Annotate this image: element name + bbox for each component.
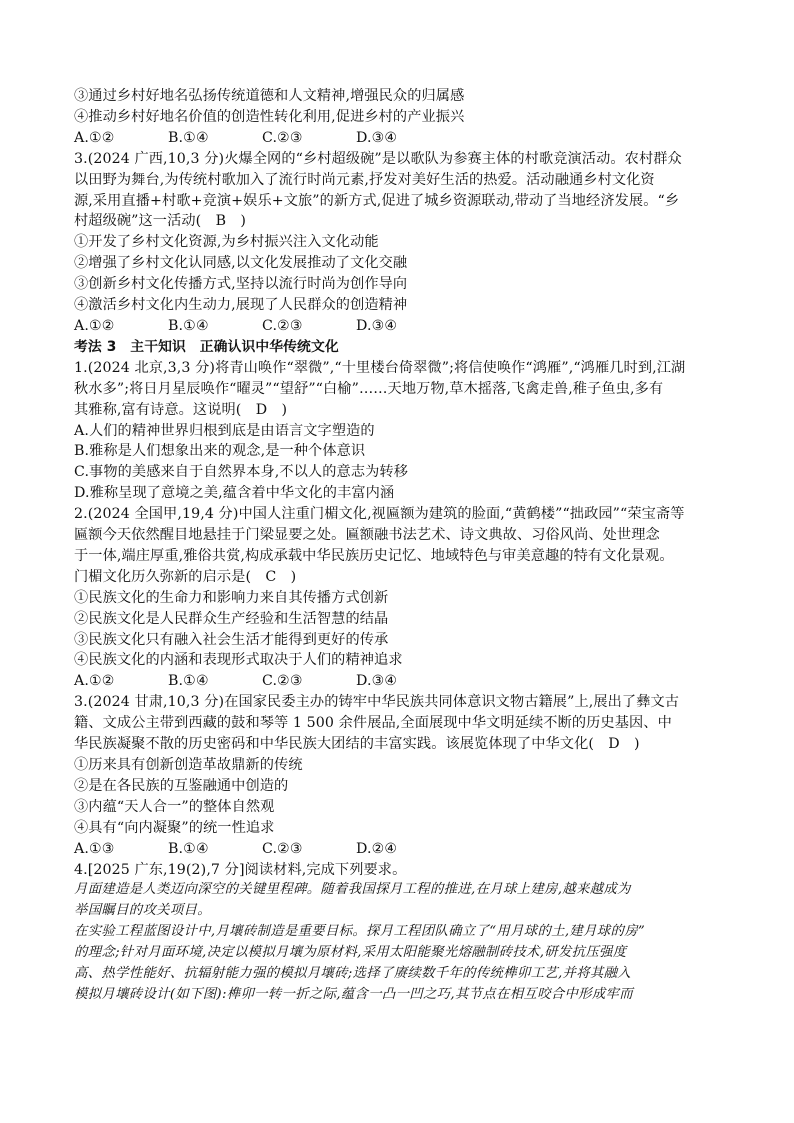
statement-item: ②是在各民族的互鉴融通中创造的 — [74, 777, 289, 794]
statement-item: ②民族文化是人民群众生产经验和生活智慧的结晶 — [74, 610, 389, 627]
answer-options — [74, 128, 724, 149]
option-c: C.②③ — [262, 129, 303, 146]
choice-item: D.雅称呈现了意境之美,蕴含着中华文化的丰富内涵 — [74, 485, 395, 502]
statement-item: ④具有“向内凝聚”的统一性追求 — [74, 819, 275, 836]
option-b: B.①④ — [168, 673, 209, 690]
option-d: D.③④ — [356, 673, 398, 690]
option-b: B.①④ — [168, 840, 209, 857]
question-guangdong-title: 4.[2025 广东,19(2),7 分]阅读材料,完成下列要求。 — [74, 861, 407, 878]
option-a: A.①③ — [74, 840, 115, 857]
statement-item: ①民族文化的生命力和影响力来自其传播方式创新 — [74, 589, 389, 606]
statement-item: ①开发了乡村文化资源,为乡村振兴注入文化动能 — [74, 234, 379, 251]
question-line: 门楣文化历久弥新的启示是( C ) — [74, 568, 297, 585]
material-line: 在实验工程蓝图设计中,月壤砖制造是重要目标。探月工程团队确立了“用月球的土,建月球的房” — [74, 924, 646, 940]
line-top-3: ③通过乡村好地名弘扬传统道德和人文精神,增强民众的归属感 — [74, 88, 465, 104]
question-gansu — [74, 692, 724, 838]
question-line: 2.(2024 全国甲,19,4 分)中国人注重门楣文化,视匾额为建筑的脸面,“黄鹤楼”“拙政园”“荣宝斋等 — [74, 506, 685, 523]
option-a: A.①② — [74, 317, 115, 334]
statement-item: ③民族文化只有融入社会生活才能得到更好的传承 — [74, 631, 389, 648]
option-a: A.①② — [74, 129, 115, 146]
choice-item: A.人们的精神世界归根到底是由语言文字塑造的 — [74, 422, 375, 439]
question-line: 以田野为舞台,为传统村歌加入了流行时尚元素,抒发对美好生活的热爱。活动融通乡村文化资 — [74, 171, 655, 188]
option-d: D.③④ — [356, 129, 398, 146]
statement-item: ④民族文化的内涵和表现形式取决于人们的精神追求 — [74, 652, 403, 669]
choice-item: B.雅称是人们想象出来的观念,是一种个体意识 — [74, 443, 366, 460]
question-line: 匾额今天依然醒目地悬挂于门梁显要之处。匾额融书法艺术、诗文典故、习俗风尚、处世理念 — [74, 527, 660, 544]
option-c: C.②③ — [262, 840, 303, 857]
question-line: 华民族凝聚不散的历史密码和中华民族大团结的丰富实践。该展览体现了中华文化( D ) — [74, 736, 640, 753]
answer-options — [74, 839, 724, 860]
question-line: 3.(2024 甘肃,10,3 分)在国家民委主办的铸牢中华民族共同体意识文物古籍展”上,展出了彝文古 — [74, 694, 680, 711]
question-line: 源,采用直播+村歌+竞演+娱乐+文旅”的新方式,促进了城乡资源联动,带动了当地经济发展。“乡 — [74, 192, 680, 209]
option-d: D.②④ — [356, 840, 398, 857]
statement-item: ③内蕴“天人合一”的整体自然观 — [74, 798, 275, 815]
option-c: C.②③ — [262, 317, 303, 334]
question-beijing — [74, 358, 724, 504]
reading-material — [74, 880, 724, 1005]
statement-item: ③创新乡村文化传播方式,坚持以流行时尚为创作导向 — [74, 276, 408, 293]
material-line: 的理念;针对月面环境,决定以模拟月壤为原材料,采用太阳能聚光熔融制砖技术,研发抗压强度 — [74, 945, 627, 961]
question-line: 籍、文成公主带到西藏的鼓和琴等 1 500 余件展品,全面展现中华文明延续不断的历史基因、中 — [74, 715, 672, 732]
section-title: 考法 3 主干知识 正确认识中华传统文化 — [74, 338, 339, 355]
answer-options — [74, 671, 724, 692]
question-line: 3.(2024 广西,10,3 分)火爆全网的“乡村超级碗”是以歌队为参赛主体的村歌竞演活动。农村群众 — [74, 150, 682, 167]
answer-options — [74, 316, 724, 337]
option-b: B.①④ — [168, 129, 209, 146]
material-line: 模拟月壤砖设计(如下图):榫卯一转一折之际,蕴含一凸一凹之巧,其节点在相互咬合中形成牢而 — [74, 986, 633, 1002]
option-a: A.①② — [74, 673, 115, 690]
statement-item: ④激活乡村文化内生动力,展现了人民群众的创造精神 — [74, 297, 408, 314]
material-line: 月面建造是人类迈向深空的关键里程碑。随着我国探月工程的推进,在月球上建房,越来越成为 — [74, 882, 631, 898]
question-national — [74, 504, 724, 671]
question-guangxi — [74, 149, 724, 316]
option-b: B.①④ — [168, 317, 209, 334]
document-page — [74, 86, 724, 1006]
option-d: D.③④ — [356, 317, 398, 334]
statement-item: ②增强了乡村文化认同感,以文化发展推动了文化交融 — [74, 255, 408, 272]
choice-item: C.事物的美感来自于自然界本身,不以人的意志为转移 — [74, 464, 408, 481]
line-top-4: ④推动乡村好地名价值的创造性转化利用,促进乡村的产业振兴 — [74, 108, 465, 125]
material-line: 高、热学性能好、抗辐射能力强的模拟月壤砖;选择了赓续数千年的传统榫卯工艺,并将其融入 — [74, 966, 631, 982]
question-line: 秋水多”;将日月星辰唤作“曜灵”“望舒”“白榆”……天地万物,草木摇落,飞禽走兽,稚子鱼虫,多有 — [74, 380, 664, 397]
question-line: 其雅称,富有诗意。这说明( D ) — [74, 401, 288, 418]
question-line: 于一体,端庄厚重,雅俗共赏,构成承载中华民族历史记忆、地域特色与审美意趣的特有文化景观。 — [74, 547, 674, 564]
option-c: C.②③ — [262, 673, 303, 690]
statement-item: ①历来具有创新创造革故鼎新的传统 — [74, 757, 303, 773]
material-line: 举国瞩目的攻关项目。 — [74, 903, 211, 919]
question-line: 1.(2024 北京,3,3 分)将青山唤作“翠微”,“十里楼台倚翠微”;将信使唤作“鸿雁”,“鸿雁几时到,江湖 — [74, 359, 686, 376]
question-line: 村超级碗”这一活动( B ) — [74, 213, 247, 230]
